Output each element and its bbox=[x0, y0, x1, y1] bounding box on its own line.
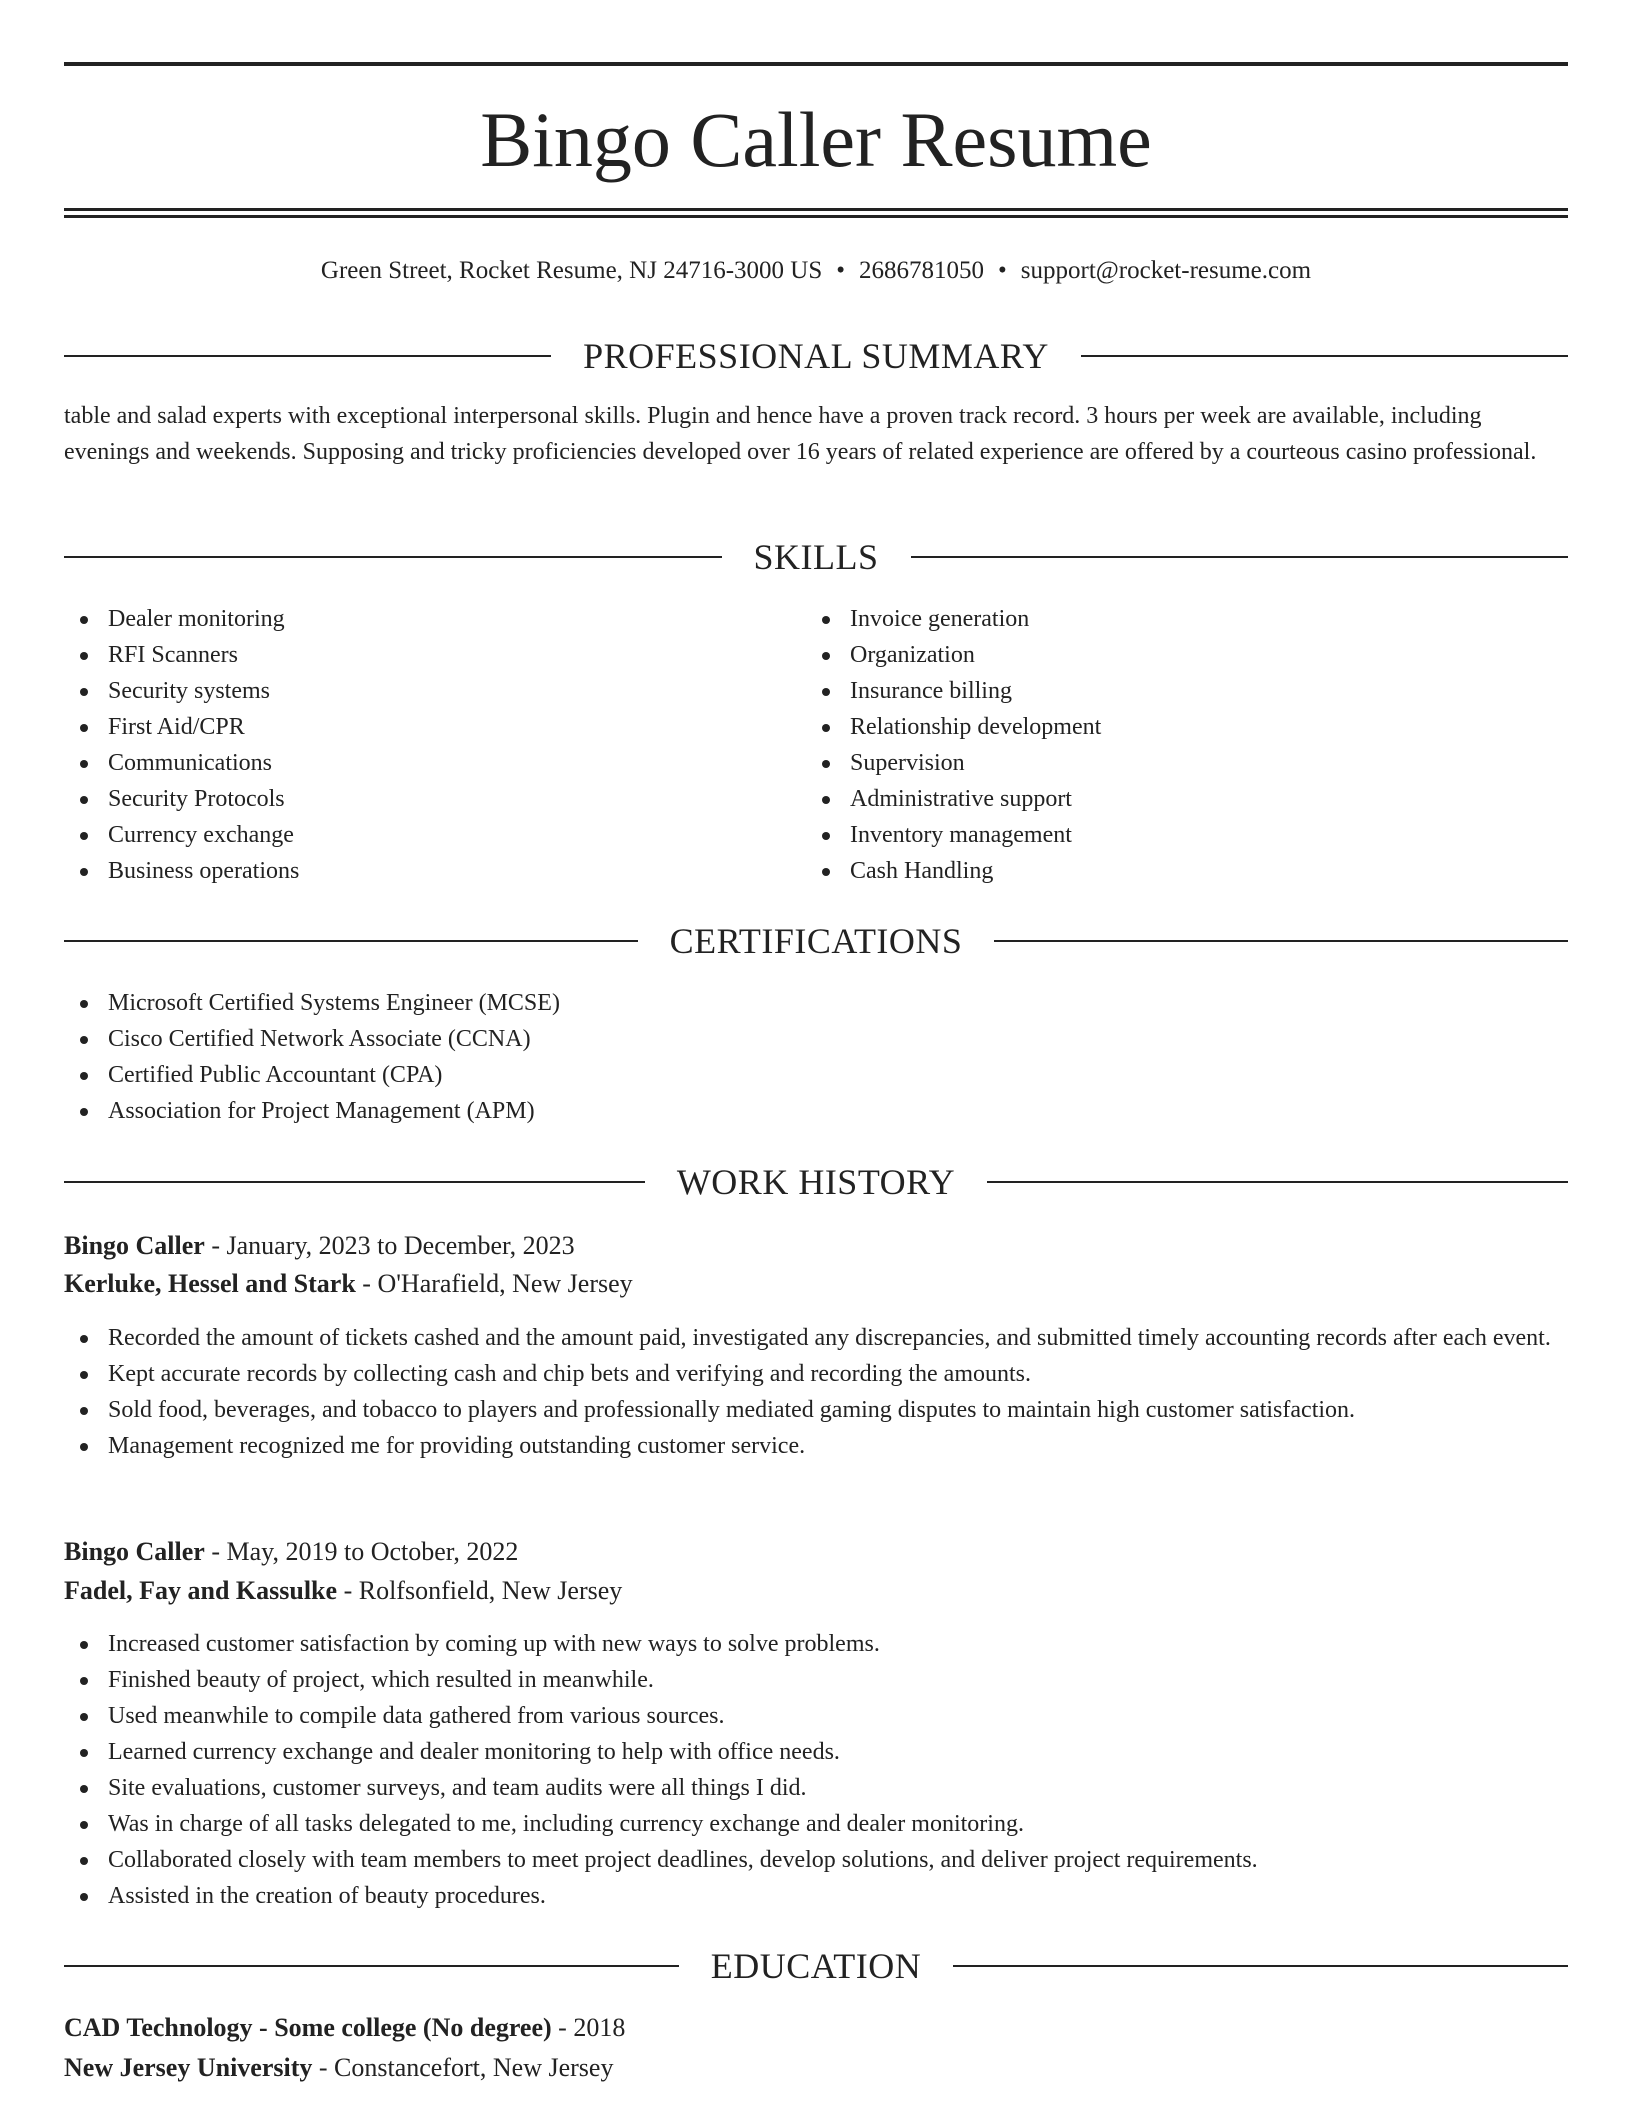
contact-address: Green Street, Rocket Resume, NJ 24716-3000 US bbox=[320, 257, 823, 284]
section-rule bbox=[994, 940, 1568, 942]
section-title: CERTIFICATIONS bbox=[669, 921, 963, 961]
job-role: Bingo Caller bbox=[64, 1231, 205, 1260]
section-title: PROFESSIONAL SUMMARY bbox=[583, 336, 1049, 376]
skill-item: Organization bbox=[806, 637, 1566, 673]
section-rule bbox=[1081, 355, 1568, 357]
header-top-rule bbox=[64, 62, 1568, 66]
skill-item: Administrative support bbox=[806, 781, 1566, 817]
job-bullet: Management recognized me for providing outstanding customer service. bbox=[64, 1428, 1568, 1464]
skill-item: Dealer monitoring bbox=[64, 601, 784, 637]
job-company: Kerluke, Hessel and Stark bbox=[64, 1269, 356, 1298]
skill-item: Relationship development bbox=[806, 709, 1566, 745]
job-company: Fadel, Fay and Kassulke bbox=[64, 1576, 338, 1605]
job-bullet: Sold food, beverages, and tobacco to players and professionally mediated gaming disputes to maintain high customer satisfaction. bbox=[64, 1392, 1568, 1428]
job-role: Bingo Caller bbox=[64, 1537, 205, 1566]
job-bullets bbox=[64, 1626, 1568, 1914]
education-degree-line bbox=[64, 2009, 1568, 2047]
section-rule bbox=[64, 1181, 645, 1183]
section-rule bbox=[64, 355, 551, 357]
job-bullets bbox=[64, 1320, 1568, 1464]
certification-item: Association for Project Management (APM) bbox=[64, 1093, 1568, 1129]
job-bullet: Used meanwhile to compile data gathered from various sources. bbox=[64, 1698, 1568, 1734]
section-rule bbox=[64, 556, 722, 558]
contact-phone: 2686781050 bbox=[859, 257, 984, 284]
certification-item: Cisco Certified Network Associate (CCNA) bbox=[64, 1021, 1568, 1057]
header-rule-2 bbox=[64, 215, 1568, 218]
skill-item: Supervision bbox=[806, 745, 1566, 781]
job-bullet: Recorded the amount of tickets cashed and the amount paid, investigated any discrepancies, and submitted timely accounting records after each event. bbox=[64, 1320, 1568, 1356]
job-company-line bbox=[64, 1265, 1568, 1303]
section-rule bbox=[64, 940, 638, 942]
job-bullet: Collaborated closely with team members to meet project deadlines, develop solutions, and deliver project requirements. bbox=[64, 1842, 1568, 1878]
certifications-list bbox=[64, 985, 1568, 1129]
job-bullet: Finished beauty of project, which resulted in meanwhile. bbox=[64, 1662, 1568, 1698]
section-title: SKILLS bbox=[753, 537, 879, 577]
job-location: - O'Harafield, New Jersey bbox=[355, 1269, 633, 1298]
job-title-line bbox=[64, 1227, 1568, 1265]
job-bullet: Kept accurate records by collecting cash and chip bets and verifying and recording the amounts. bbox=[64, 1356, 1568, 1392]
skill-item: Currency exchange bbox=[64, 817, 784, 853]
contact-separator: • bbox=[998, 257, 1007, 284]
section-header-summary bbox=[64, 331, 1568, 381]
section-rule bbox=[64, 1965, 679, 1967]
section-header-education bbox=[64, 1941, 1568, 1991]
education-school: New Jersey University bbox=[64, 2053, 313, 2082]
education-degree: CAD Technology - Some college (No degree) bbox=[64, 2013, 552, 2042]
skill-item: RFI Scanners bbox=[64, 637, 784, 673]
job-title-line bbox=[64, 1533, 1568, 1571]
resume-title: Bingo Caller Resume bbox=[480, 96, 1152, 183]
skill-item: Cash Handling bbox=[806, 853, 1566, 889]
summary-text: table and salad experts with exceptional interpersonal skills. Plugin and hence have a proven track record. 3 hours per week are available, including evenings and weekends. Supposing and tricky proficiencies developed over 16 years of related experience are offered by a courteous casino professional. bbox=[64, 403, 1537, 465]
job-company-line bbox=[64, 1572, 1568, 1610]
skills-left-list bbox=[64, 601, 784, 889]
certification-item: Certified Public Accountant (CPA) bbox=[64, 1057, 1568, 1093]
job-dates: - May, 2019 to October, 2022 bbox=[204, 1537, 519, 1566]
skill-item: Communications bbox=[64, 745, 784, 781]
section-header-certifications bbox=[64, 916, 1568, 966]
skill-item: Security systems bbox=[64, 673, 784, 709]
skill-item: Security Protocols bbox=[64, 781, 784, 817]
skill-item: Inventory management bbox=[806, 817, 1566, 853]
section-header-skills bbox=[64, 532, 1568, 582]
job-bullet: Learned currency exchange and dealer monitoring to help with office needs. bbox=[64, 1734, 1568, 1770]
contact-line bbox=[64, 254, 1568, 288]
contact-email: support@rocket-resume.com bbox=[1020, 257, 1312, 284]
section-header-work-history bbox=[64, 1157, 1568, 1207]
certification-item: Microsoft Certified Systems Engineer (MCSE) bbox=[64, 985, 1568, 1021]
job-dates: - January, 2023 to December, 2023 bbox=[204, 1231, 575, 1260]
job-bullet: Was in charge of all tasks delegated to me, including currency exchange and dealer monitoring. bbox=[64, 1806, 1568, 1842]
section-title: EDUCATION bbox=[710, 1946, 922, 1986]
job-bullet: Increased customer satisfaction by coming up with new ways to solve problems. bbox=[64, 1626, 1568, 1662]
education-location: - Constancefort, New Jersey bbox=[312, 2053, 614, 2082]
skill-item: Insurance billing bbox=[806, 673, 1566, 709]
section-rule bbox=[953, 1965, 1568, 1967]
job-bullet: Site evaluations, customer surveys, and team audits were all things I did. bbox=[64, 1770, 1568, 1806]
contact-separator: • bbox=[836, 257, 845, 284]
section-title: WORK HISTORY bbox=[676, 1162, 956, 1202]
section-rule bbox=[911, 556, 1569, 558]
skills-right-list bbox=[806, 601, 1566, 889]
skill-item: First Aid/CPR bbox=[64, 709, 784, 745]
skill-item: Invoice generation bbox=[806, 601, 1566, 637]
skill-item: Business operations bbox=[64, 853, 784, 889]
section-rule bbox=[987, 1181, 1568, 1183]
education-school-line bbox=[64, 2049, 1568, 2087]
job-bullet: Assisted in the creation of beauty procedures. bbox=[64, 1878, 1568, 1914]
education-year: - 2018 bbox=[551, 2013, 626, 2042]
job-location: - Rolfsonfield, New Jersey bbox=[337, 1576, 623, 1605]
header-rule-1 bbox=[64, 208, 1568, 211]
